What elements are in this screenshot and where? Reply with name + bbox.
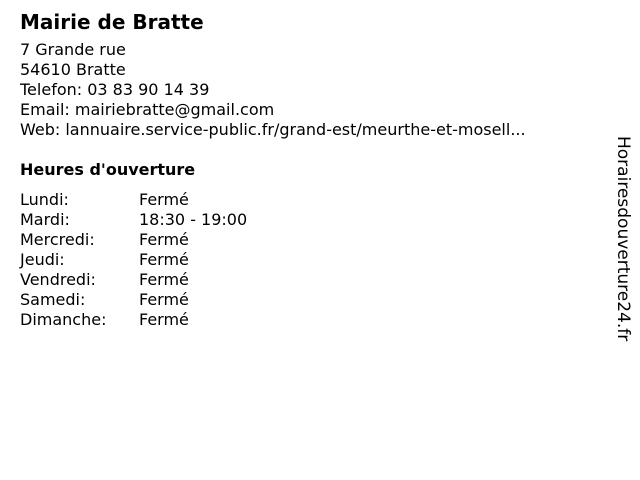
business-card (20, 10, 600, 330)
day-hours: Fermé (139, 230, 189, 249)
hours-heading: Heures d'ouverture (20, 160, 196, 179)
day-hours: Fermé (139, 250, 189, 269)
hours-table (20, 190, 600, 330)
business-name: Mairie de Bratte (20, 10, 204, 34)
day-hours: Fermé (139, 190, 189, 209)
phone-line: Telefon: 03 83 90 14 39 (20, 80, 210, 99)
day-label: Dimanche: (20, 310, 107, 329)
day-label: Jeudi: (20, 250, 65, 269)
day-hours: 18:30 - 19:00 (139, 210, 248, 229)
day-label: Mercredi: (20, 230, 95, 249)
day-hours: Fermé (139, 310, 189, 329)
hours-row-saturday (20, 290, 600, 310)
email-line: Email: mairiebratte@gmail.com (20, 100, 275, 119)
hours-row-tuesday (20, 210, 600, 230)
day-hours: Fermé (139, 270, 189, 289)
day-label: Mardi: (20, 210, 70, 229)
day-hours: Fermé (139, 290, 189, 309)
web-line: Web: lannuaire.service-public.fr/grand-est/meurthe-et-mosell... (20, 120, 526, 139)
hours-row-sunday (20, 310, 600, 330)
hours-row-thursday (20, 250, 600, 270)
day-label: Samedi: (20, 290, 86, 309)
site-watermark-text: Horairesdouverture24.fr (613, 136, 633, 342)
day-label: Lundi: (20, 190, 69, 209)
address-street: 7 Grande rue (20, 40, 126, 59)
hours-row-friday (20, 270, 600, 290)
hours-row-wednesday (20, 230, 600, 250)
address-postal-city: 54610 Bratte (20, 60, 126, 79)
day-label: Vendredi: (20, 270, 96, 289)
site-watermark (612, 136, 634, 386)
hours-row-monday (20, 190, 600, 210)
